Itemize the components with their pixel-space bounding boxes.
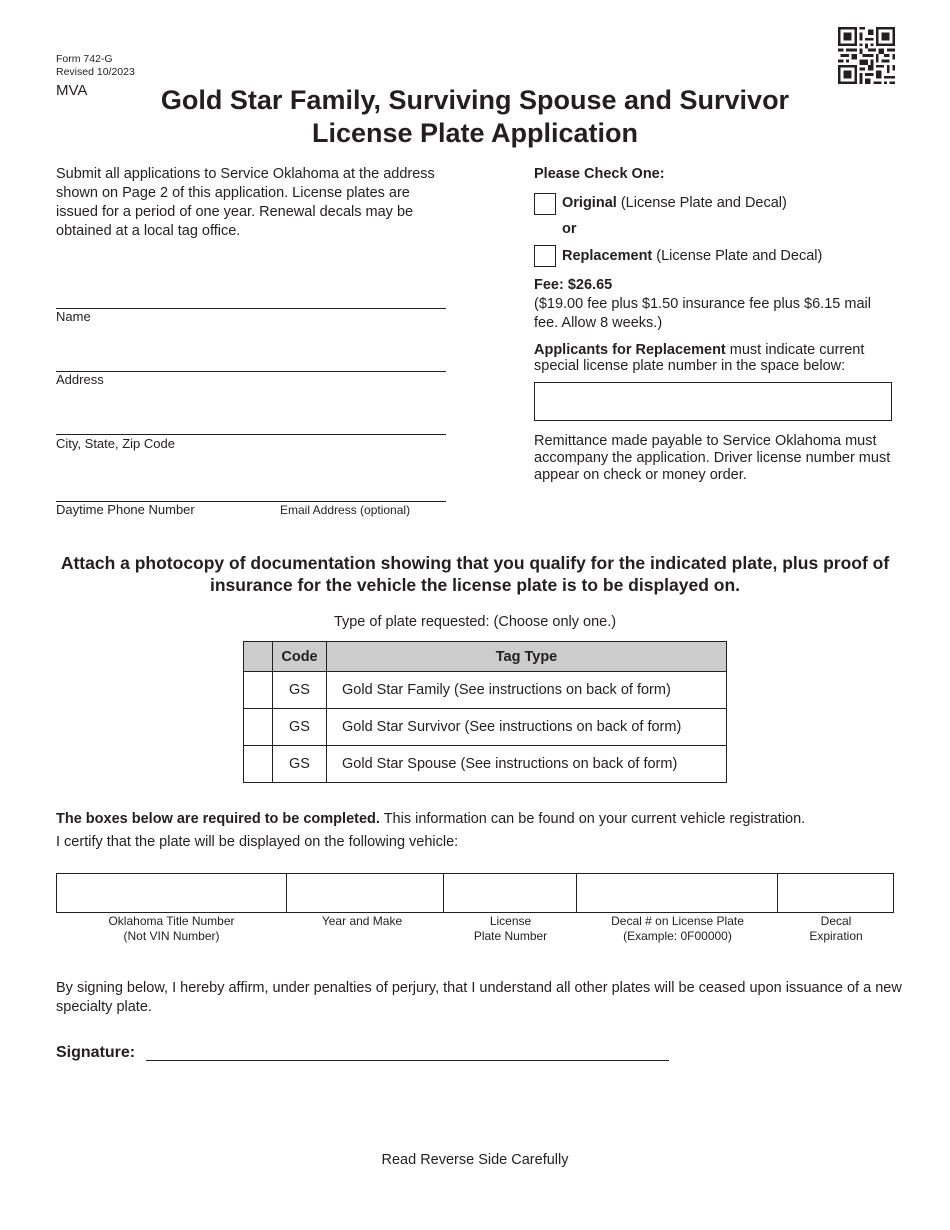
plate-number-label <box>444 914 577 944</box>
code-column-header: Code <box>273 642 327 672</box>
row-tag-type: Gold Star Spouse (See instructions on back of form) <box>327 746 727 783</box>
original-checkbox[interactable] <box>534 193 556 215</box>
replacement-note-bold: Applicants for Replacement <box>534 342 726 358</box>
row-tag-type: Gold Star Survivor (See instructions on back of form) <box>327 709 727 746</box>
gold-star-family-select-box[interactable] <box>244 672 273 709</box>
required-boxes-note <box>56 811 906 827</box>
required-bold: The boxes below are required to be completed. <box>56 811 380 827</box>
perjury-affirmation: By signing below, I hereby affirm, under penalties of perjury, that I understand all other plates will be ceased upon issuance of a new specialty plate. <box>56 980 902 1015</box>
phone-label: Daytime Phone Number <box>56 502 195 517</box>
table-row <box>244 709 727 746</box>
footer-note: Read Reverse Side Carefully <box>381 1152 569 1168</box>
row-code: GS <box>273 746 327 783</box>
original-option-label <box>562 195 787 211</box>
form-title <box>120 84 830 150</box>
year-make-label-line1: Year and Make <box>321 914 403 928</box>
plate-number-label-line2: Plate Number <box>473 929 548 943</box>
replacement-bold: Replacement <box>562 248 653 264</box>
decal-number-label-line1: Decal # on License Plate <box>611 914 744 928</box>
check-one-title: Please Check One: <box>534 166 665 182</box>
title-number-input[interactable] <box>56 873 287 913</box>
year-make-input[interactable] <box>287 873 444 913</box>
city-state-zip-field[interactable] <box>56 434 446 435</box>
replacement-note <box>534 342 899 374</box>
original-bold: Original <box>562 195 617 211</box>
replacement-option-label <box>562 248 822 264</box>
decal-number-input[interactable] <box>577 873 778 913</box>
form-identifier <box>56 53 135 79</box>
table-row <box>244 672 727 709</box>
or-separator: or <box>562 221 577 237</box>
name-field[interactable] <box>56 308 446 309</box>
email-label: Email Address (optional) <box>280 503 411 517</box>
table-header-row <box>244 642 727 672</box>
gold-star-spouse-select-box[interactable] <box>244 746 273 783</box>
decal-expiration-label <box>778 914 894 944</box>
certify-statement: I certify that the plate will be displayed on the following vehicle: <box>56 834 459 850</box>
attach-documentation-notice: Attach a photocopy of documentation showing that you qualify for the indicated plate, plus proof of insurance for the vehicle the license plate is to be displayed on. <box>60 553 890 595</box>
replacement-desc: (License Plate and Decal) <box>652 248 823 264</box>
select-column-header <box>244 642 273 672</box>
qr-code-icon <box>838 27 895 84</box>
decal-number-label <box>577 914 778 944</box>
row-tag-type: Gold Star Family (See instructions on back of form) <box>327 672 727 709</box>
title-number-label <box>56 914 287 944</box>
required-text: This information can be found on your current vehicle registration. <box>379 811 806 827</box>
decal-expiration-label-line1: Decal <box>820 914 852 928</box>
tag-type-column-header: Tag Type <box>327 642 727 672</box>
decal-expiration-input[interactable] <box>778 873 894 913</box>
fee-breakdown: ($19.00 fee plus $1.50 insurance fee plus $6.15 mail fee. Allow 8 weeks.) <box>534 296 871 331</box>
fee-amount: Fee: $26.65 <box>534 277 613 293</box>
address-field[interactable] <box>56 371 446 372</box>
division-code: MVA <box>56 82 88 99</box>
signature-label: Signature: <box>56 1044 136 1061</box>
row-code: GS <box>273 709 327 746</box>
address-label: Address <box>56 372 104 387</box>
name-label: Name <box>56 309 91 324</box>
replacement-note-text: must indicate current special license plate number in the space below: <box>534 342 865 374</box>
plate-number-label-line1: License <box>489 914 532 928</box>
year-make-label <box>287 914 437 929</box>
remittance-note: Remittance made payable to Service Oklahoma must accompany the application. Driver license number must appear on check or money order. <box>534 433 891 483</box>
form-number: Form 742-G <box>56 53 113 65</box>
plate-type-prompt: Type of plate requested: (Choose only one.) <box>333 614 617 630</box>
decal-expiration-label-line2: Expiration <box>809 929 863 943</box>
table-row <box>244 746 727 783</box>
tag-type-table <box>243 641 727 783</box>
signature-field[interactable] <box>146 1060 669 1061</box>
decal-number-label-line2: (Example: 0F00000) <box>623 929 732 943</box>
title-line-2: License Plate Application <box>311 118 639 148</box>
license-plate-number-input[interactable] <box>444 873 577 913</box>
gold-star-survivor-select-box[interactable] <box>244 709 273 746</box>
replacement-checkbox[interactable] <box>534 245 556 267</box>
original-desc: (License Plate and Decal) <box>616 195 787 211</box>
city-state-zip-label: City, State, Zip Code <box>56 436 175 451</box>
current-plate-number-input[interactable] <box>534 382 892 421</box>
submission-instructions: Submit all applications to Service Oklahoma at the address shown on Page 2 of this application. License plates are issued for a period of one year. Renewal decals may be obtained at a local tag office. <box>56 166 435 239</box>
vehicle-info-row <box>56 873 894 913</box>
revision-date: Revised 10/2023 <box>56 66 135 78</box>
title-number-label-line1: Oklahoma Title Number <box>108 914 235 928</box>
title-line-1: Gold Star Family, Surviving Spouse and Survivor <box>160 85 790 115</box>
title-number-label-line2: (Not VIN Number) <box>123 929 220 943</box>
row-code: GS <box>273 672 327 709</box>
